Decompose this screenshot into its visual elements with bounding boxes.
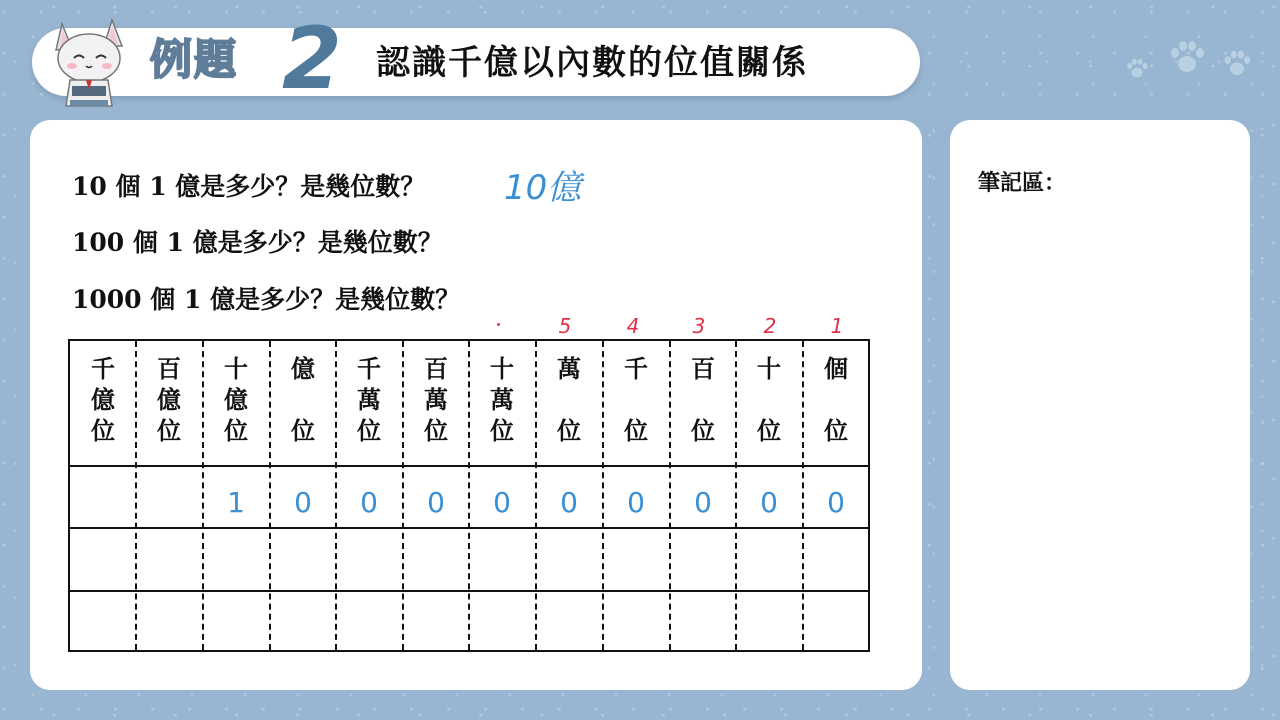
- header-cell: 個 位: [824, 354, 848, 445]
- row-divider: [70, 465, 868, 467]
- header-cell: 萬 位: [557, 354, 581, 445]
- question-1: 10 個 1 億是多少？是幾位數？: [72, 172, 426, 201]
- position-number: 2: [763, 314, 777, 338]
- digit-cell: 0: [760, 486, 778, 519]
- digit-cell: 0: [627, 486, 645, 519]
- digit-cell: 0: [560, 486, 578, 519]
- place-value-table: [68, 339, 870, 652]
- question-2: 100 個 1 億是多少？是幾位數？: [72, 228, 443, 257]
- cat-mascot-icon: [50, 14, 128, 112]
- header-cell: 千 億 位: [91, 354, 115, 445]
- digit-cell: 0: [694, 486, 712, 519]
- position-number: 3: [692, 314, 706, 338]
- header-cell: 千 位: [624, 354, 648, 445]
- digit-cell: 0: [493, 486, 511, 519]
- row-divider: [70, 590, 868, 592]
- notes-label: 筆記區：: [978, 170, 1067, 196]
- header-cell: 十 億 位: [224, 354, 248, 445]
- position-number: 4: [626, 314, 640, 338]
- row-divider: [70, 527, 868, 529]
- example-label: 例題: [150, 35, 239, 84]
- notes-panel: [950, 120, 1250, 690]
- header-cell: 百 億 位: [157, 354, 181, 445]
- position-number: 5: [558, 314, 572, 338]
- header-cell: 百 位: [691, 354, 715, 445]
- example-number: 2: [282, 9, 342, 109]
- paw-print-icon: [1168, 40, 1206, 76]
- main-card: [30, 120, 922, 690]
- header-cell: 億 位: [291, 354, 315, 445]
- digit-cell: 0: [360, 486, 378, 519]
- header-cell: 十 位: [757, 354, 781, 445]
- paw-print-icon: [1222, 50, 1252, 78]
- position-number: 1: [830, 314, 844, 338]
- digit-cell: 0: [427, 486, 445, 519]
- header-cell: 千 萬 位: [357, 354, 381, 445]
- handwritten-answer: 10億: [504, 168, 582, 208]
- red-dot-mark: [497, 323, 500, 326]
- question-3: 1000 個 1 億是多少？是幾位數？: [72, 285, 461, 314]
- digit-cell: 0: [827, 486, 845, 519]
- page-title: 認識千億以內數的位值關係: [376, 43, 808, 83]
- header-cell: 百 萬 位: [424, 354, 448, 445]
- digit-cell: 1: [227, 486, 245, 519]
- paw-print-icon: [1125, 58, 1149, 80]
- digit-cell: 0: [294, 486, 312, 519]
- header-cell: 十 萬 位: [490, 354, 514, 445]
